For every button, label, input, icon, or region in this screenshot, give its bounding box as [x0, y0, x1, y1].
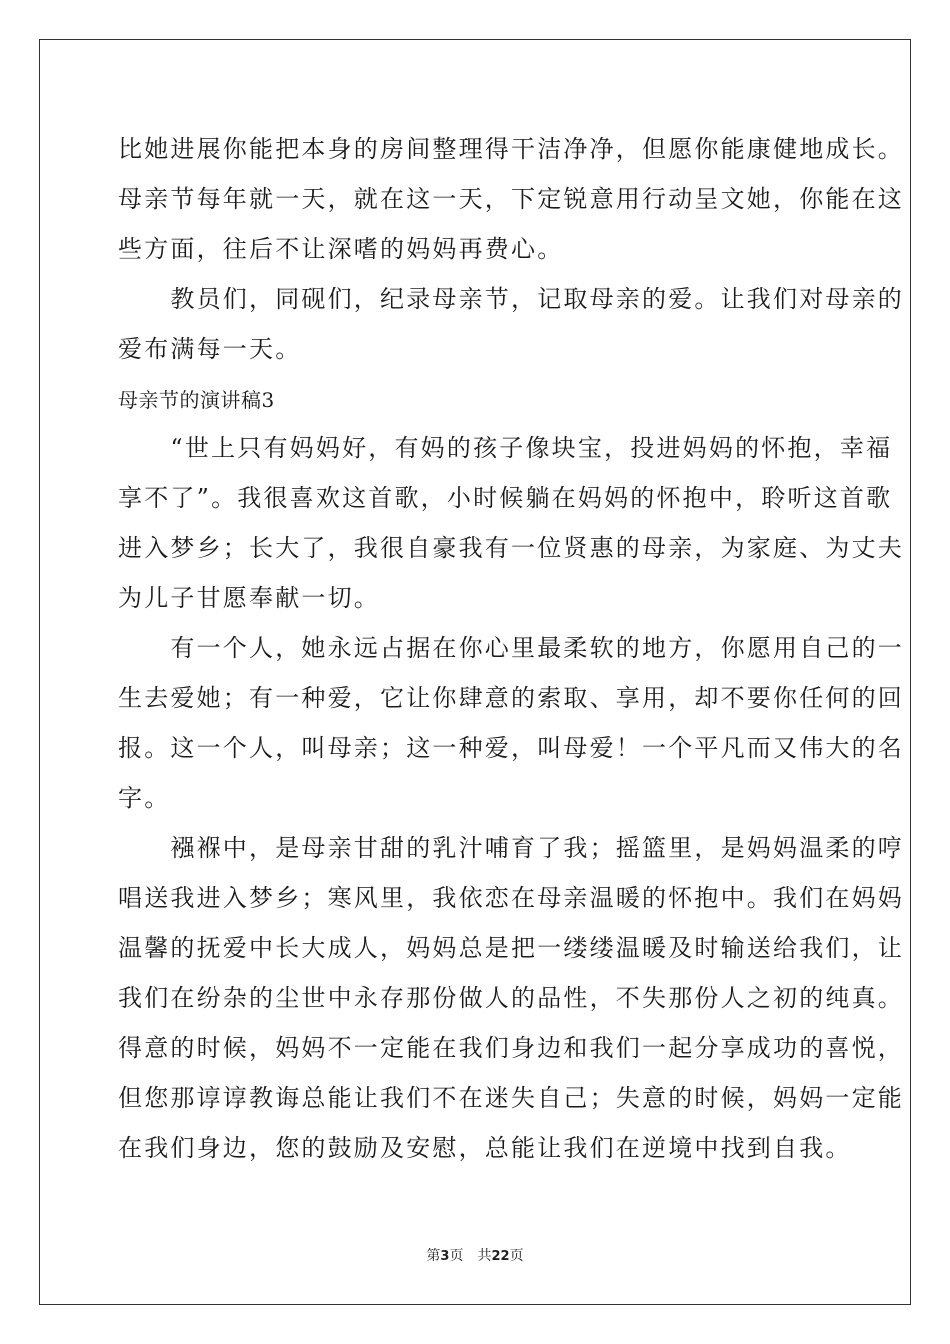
body-text-line: 教员们，同砚们，纪录母亲节，记取母亲的爱。让我们对母亲的	[118, 285, 904, 313]
body-text-line: 进入梦乡；长大了，我很自豪我有一位贤惠的母亲，为家庭、为丈夫	[118, 534, 904, 562]
total-suffix: 页	[509, 1248, 524, 1264]
total-prefix: 共	[477, 1248, 492, 1264]
body-text-line: 为儿子甘愿奉献一切。	[118, 584, 380, 612]
body-text-line: 在我们身边，您的鼓励及安慰，总能让我们在逆境中找到自我。	[118, 1134, 852, 1162]
body-text-line: 些方面，往后不让深嗜的妈妈再费心。	[118, 235, 564, 263]
body-text-line: 唱送我进入梦乡；寒风里，我依恋在母亲温暖的怀抱中。我们在妈妈	[118, 884, 904, 912]
body-text-line: 报。这一个人，叫母亲；这一种爱，叫母爱！一个平凡而又伟大的名	[118, 734, 904, 762]
body-text-line: 生去爱她；有一种爱，它让你肆意的索取、享用，却不要你任何的回	[118, 684, 904, 712]
body-text-line: 母亲节每年就一天，就在这一天，下定锐意用行动呈文她，你能在这	[118, 185, 904, 213]
body-text-line: 得意的时候，妈妈不一定能在我们身边和我们一起分享成功的喜悦，	[118, 1034, 904, 1062]
page-suffix: 页	[449, 1248, 464, 1264]
body-text-line: 我们在纷杂的尘世中永存那份做人的品性，不失那份人之初的纯真。	[118, 984, 904, 1012]
body-text-line: 享不了”。我很喜欢这首歌，小时候躺在妈妈的怀抱中，聆听这首歌	[118, 484, 893, 512]
page-number: 3	[440, 1249, 450, 1264]
page-border	[39, 39, 911, 1305]
body-text-line: 爱布满每一天。	[118, 335, 302, 363]
body-text-line: 比她进展你能把本身的房间整理得干洁净净，但愿你能康健地成长。	[118, 135, 904, 163]
total-pages: 22	[491, 1249, 510, 1264]
body-text-line: 有一个人，她永远占据在你心里最柔软的地方，你愿用自己的一	[118, 634, 904, 662]
body-text-line: 字。	[118, 784, 171, 812]
page-prefix: 第	[426, 1248, 441, 1264]
page-footer	[0, 1246, 950, 1267]
section-heading: 母亲节的演讲稿3	[118, 388, 275, 412]
body-text-line: “世上只有妈妈好，有妈的孩子像块宝，投进妈妈的怀抱，幸福	[118, 434, 893, 462]
body-text-line: 襁褓中，是母亲甘甜的乳汁哺育了我；摇篮里，是妈妈温柔的哼	[118, 834, 904, 862]
body-text-line: 温馨的抚爱中长大成人，妈妈总是把一缕缕温暖及时输送给我们，让	[118, 934, 904, 962]
body-text-line: 但您那谆谆教诲总能让我们不在迷失自己；失意的时候，妈妈一定能	[118, 1084, 904, 1112]
